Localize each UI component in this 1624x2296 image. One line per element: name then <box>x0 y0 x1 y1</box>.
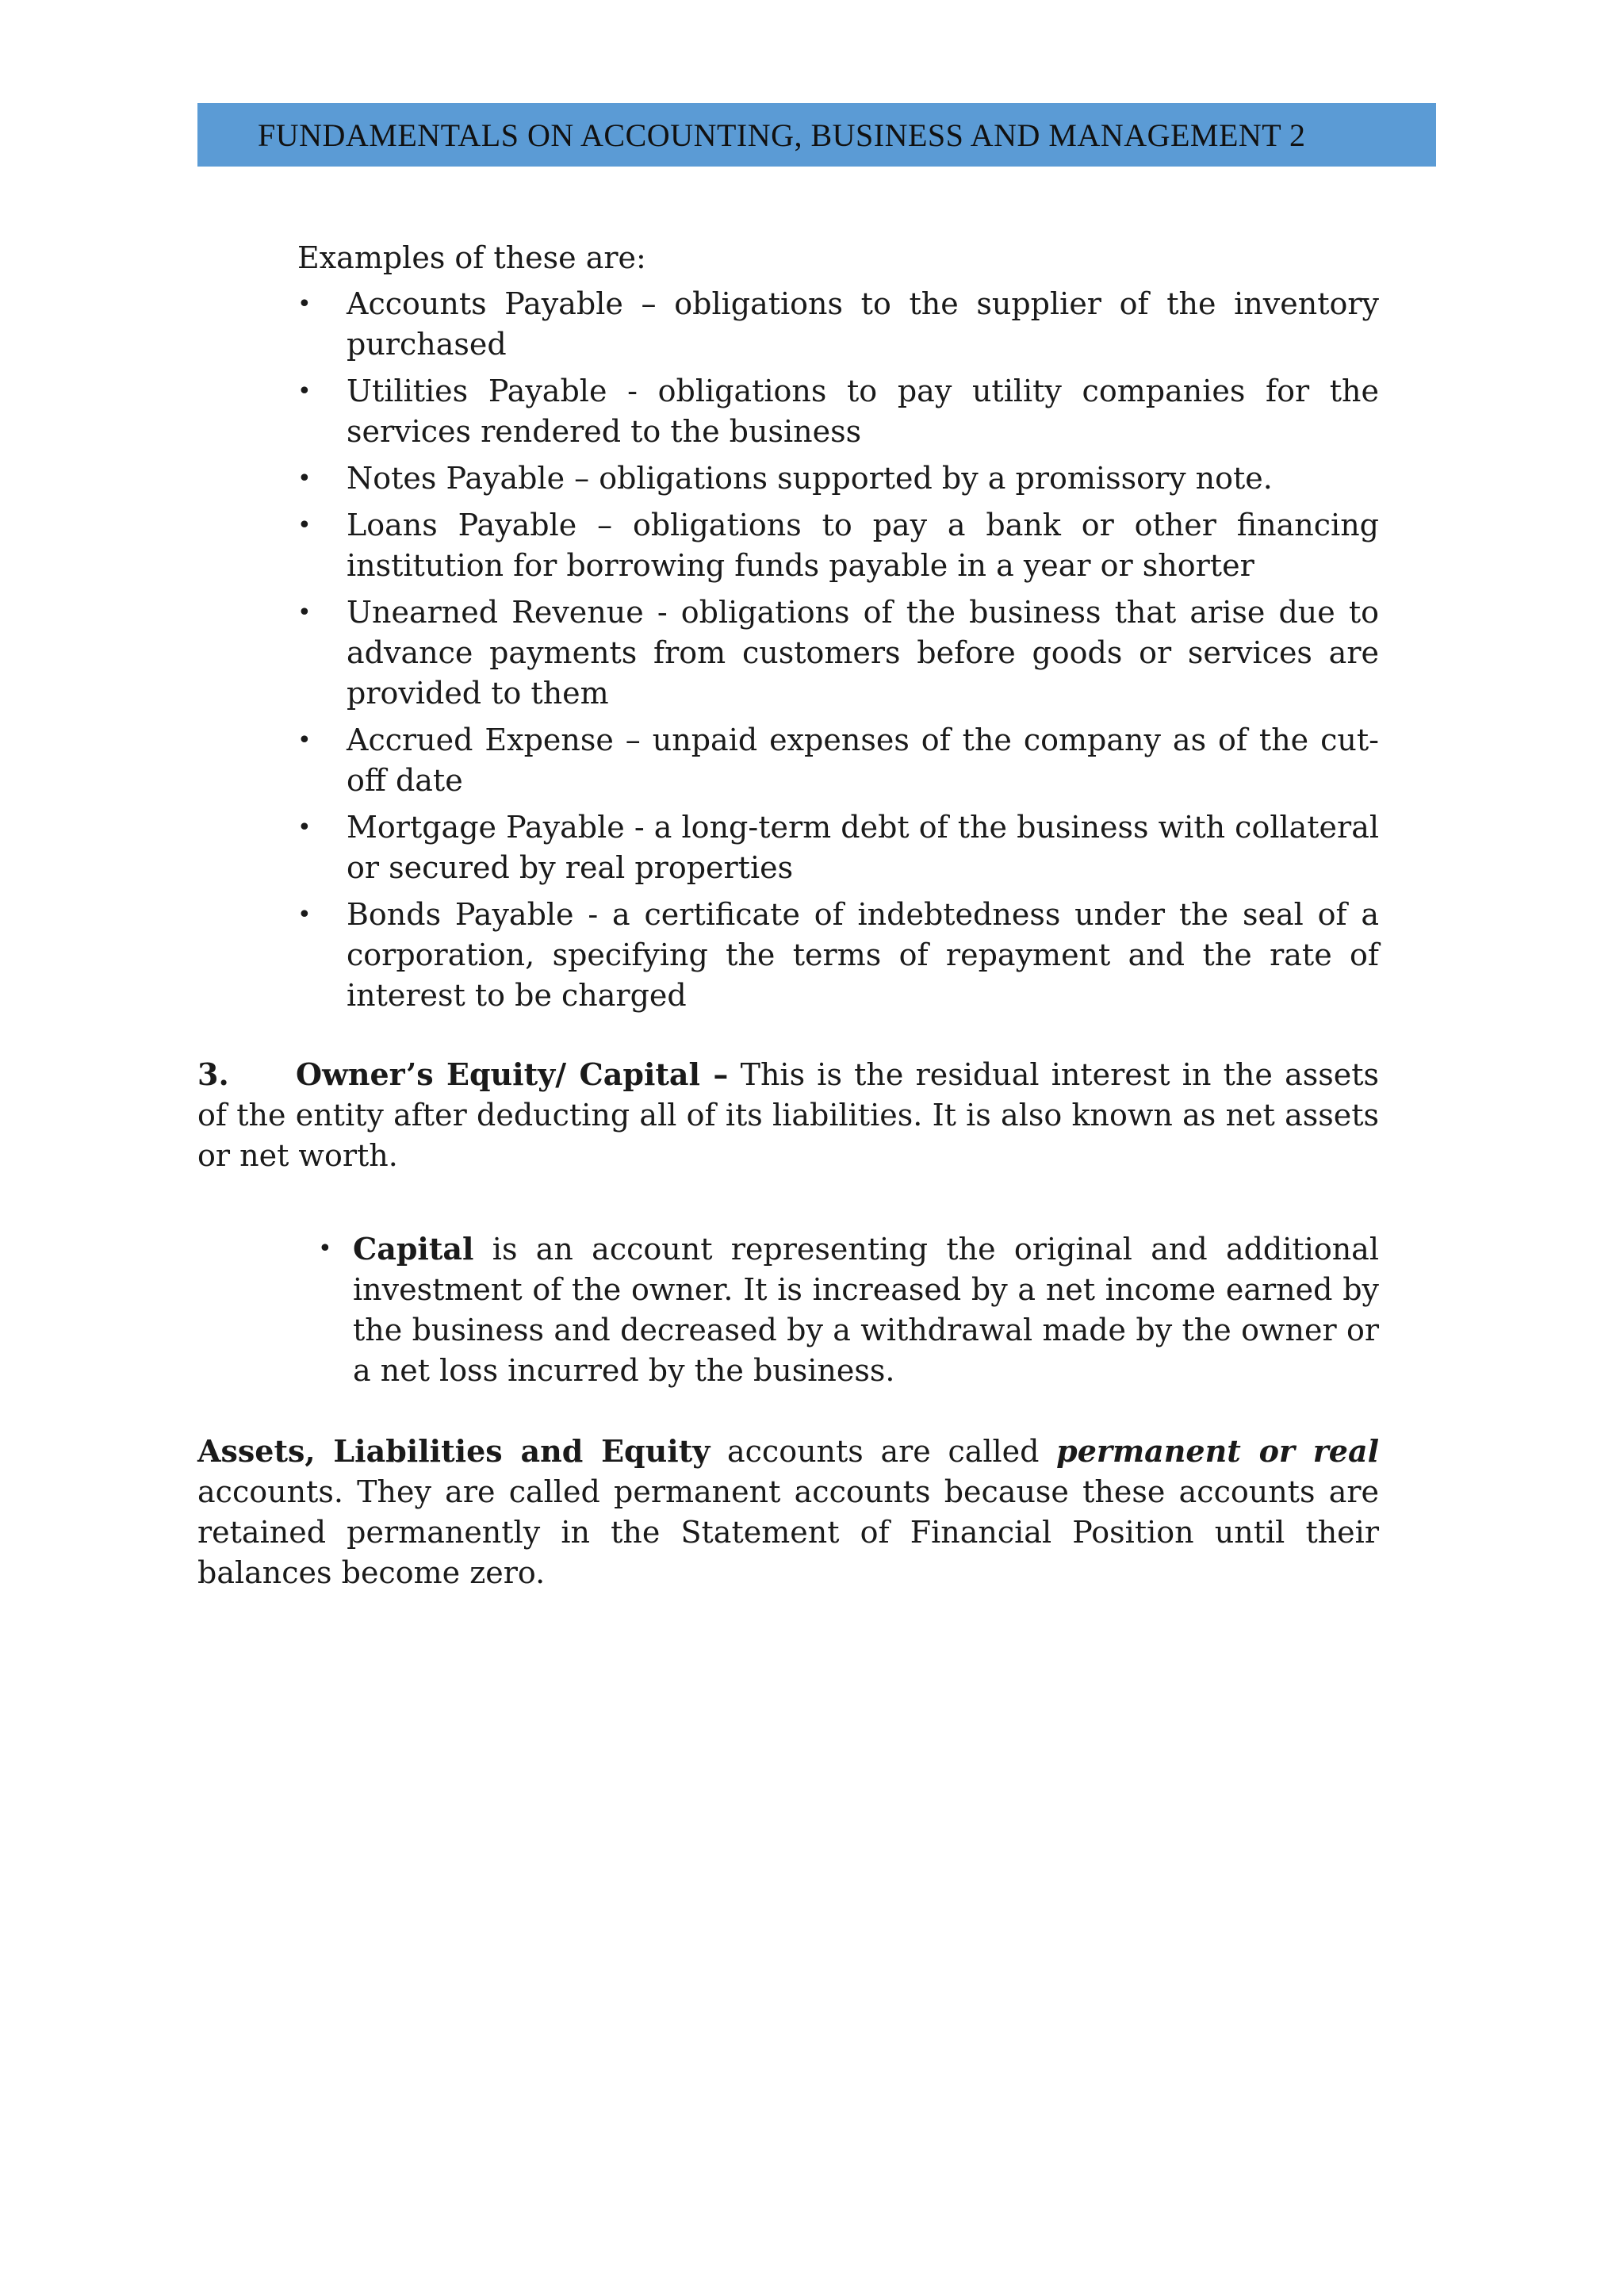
bullet-icon: • <box>297 726 312 754</box>
item-description: a certificate of indebtedness under the seal of a corporation, specifying the terms of repayment and the rate of interest to be charged <box>347 897 1380 1013</box>
bullet-icon: • <box>297 378 312 405</box>
section-text: This is the residual interest in the assets of the entity after deducting all of its liabilities. It is also known as net assets or net worth. <box>197 1057 1380 1173</box>
page-content <box>197 238 1379 1623</box>
list-item: • Unearned Revenue - obligations of the business that arise due to advance payments from customers before goods or services are provided to them <box>347 592 1379 714</box>
bullet-icon: • <box>297 465 312 493</box>
owners-equity-paragraph <box>197 1054 1379 1176</box>
list-item: • Notes Payable – obligations supported by a promissory note. <box>347 458 1379 499</box>
bullet-icon: • <box>318 1235 332 1263</box>
item-term: Unearned Revenue <box>347 595 644 630</box>
bullet-icon: • <box>297 512 312 539</box>
bullet-icon: • <box>297 901 312 929</box>
item-term: Mortgage Payable <box>347 810 625 845</box>
item-description: obligations to pay utility companies for the services rendered to the business <box>347 374 1379 449</box>
section-number: 3. <box>197 1056 229 1092</box>
permanent-term: Assets, Liabilities and Equity <box>197 1433 710 1469</box>
capital-term: Capital <box>353 1231 474 1267</box>
list-item: • Loans Payable – obligations to pay a bank or other financing institution for borrowing funds payable in a year or shorter <box>347 505 1379 586</box>
list-item: • Bonds Payable - a certificate of indebtedness under the seal of a corporation, specifying the terms of repayment and the rate of interest to be charged <box>347 895 1379 1016</box>
list-item: • Utilities Payable - obligations to pay utility companies for the services rendered to the business <box>347 371 1379 452</box>
section-term: Owner’s Equity/ Capital – <box>296 1056 729 1092</box>
page-header-bar <box>197 103 1436 167</box>
item-description: obligations to the supplier of the inventory purchased <box>347 286 1379 362</box>
capital-list <box>197 1228 1379 1391</box>
list-item: • Accounts Payable – obligations to the supplier of the inventory purchased <box>347 284 1379 365</box>
examples-intro: Examples of these are: <box>297 240 646 275</box>
item-description: unpaid expenses of the company as of the cut-off date <box>347 723 1379 798</box>
item-term: Notes Payable <box>347 461 565 496</box>
permanent-accounts-paragraph: Assets, Liabilities and Equity accounts are called permanent or real accounts. They are called permanent accounts because these accounts are retained permanently in the Statement of Financial Position until their balances become zero. <box>197 1433 1380 1590</box>
list-item <box>318 1228 1379 1391</box>
bullet-icon: • <box>297 599 312 627</box>
item-term: Bonds Payable <box>347 897 574 932</box>
page-header-title: FUNDAMENTALS ON ACCOUNTING, BUSINESS AND MANAGEMENT 2 <box>258 117 1306 153</box>
item-description: a long-term debt of the business with collateral or secured by real properties <box>347 810 1380 885</box>
item-description: obligations to pay a bank or other financing institution for borrowing funds payable in a year or shorter <box>347 508 1379 583</box>
permanent-emphasis: permanent or real <box>1056 1433 1380 1469</box>
examples-list <box>197 284 1379 1016</box>
list-item: • Mortgage Payable - a long-term debt of the business with collateral or secured by real properties <box>347 807 1379 888</box>
item-description: obligations of the business that arise due to advance payments from customers before goods or services are provided to them <box>347 595 1380 711</box>
capital-text: is an account representing the original and additional investment of the owner. It is increased by a net income earned by the business and decreased by a withdrawal made by the owner or a net loss incurred by the business. <box>353 1232 1379 1388</box>
item-description: obligations supported by a promissory note. <box>599 461 1273 496</box>
list-item: • Accrued Expense – unpaid expenses of the company as of the cut-off date <box>347 720 1379 801</box>
item-term: Accrued Expense <box>347 723 614 757</box>
bullet-icon: • <box>297 814 312 841</box>
item-term: Accounts Payable <box>347 286 623 321</box>
item-term: Loans Payable <box>347 508 577 542</box>
bullet-icon: • <box>297 290 312 318</box>
item-term: Utilities Payable <box>347 374 607 408</box>
